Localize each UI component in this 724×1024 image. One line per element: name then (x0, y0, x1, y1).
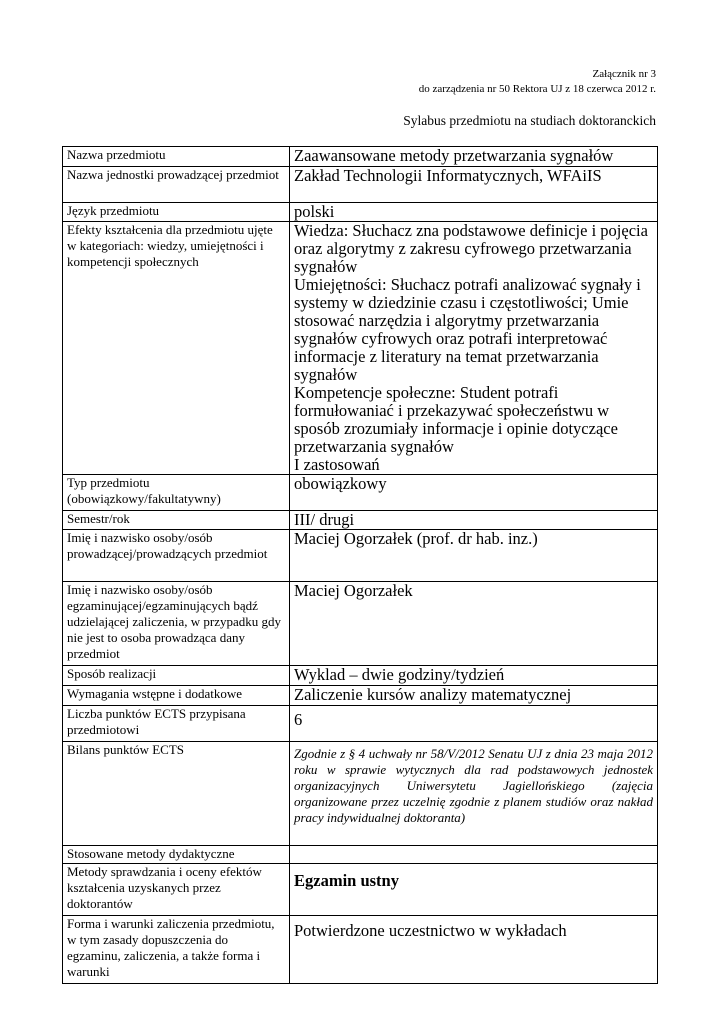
row-value: Maciej Ogorzałek (prof. dr hab. inz.) (290, 530, 658, 582)
attachment-number: Załącznik nr 3 (592, 68, 656, 80)
row-value: Zaliczenie kursów analizy matematycznej (290, 686, 658, 706)
row-value: III/ drugi (290, 511, 658, 530)
row-label: Semestr/rok (63, 511, 290, 530)
row-value: Zgodnie z § 4 uchwały nr 58/V/2012 Senatu UJ z dnia 23 maja 2012 roku w sprawie wytycznych dla rad podstawowych jednostek organizacyjnych Uniwersytetu Jagiellońskiego (zajęcia organizowane przez uczelnię zgodnie z planem studiów oraz nakład pracy indywidualnej doktoranta) (290, 742, 658, 846)
outcome-skills: Umiejętności: Słuchacz potrafi analizować sygnały i systemy w dziedzinie czasu i częstotliwości; Umie stosować narzędzia i algorytmy przetwarzania sygnałów cyfrowych oraz potrafi interpretować informacje z literatury na temat przetwarzania sygnałów (294, 275, 641, 384)
table-row (63, 147, 658, 167)
row-label: Sposób realizacji (63, 666, 290, 686)
outcome-competences: Kompetencje społeczne: Student potrafi formułowaniać i przekazywać społeczeństwu w sposób zrozumiały informacje i opinie dotyczące przetwarzania sygnałów (294, 383, 618, 456)
row-label: Bilans punktów ECTS (63, 742, 290, 846)
regulation-reference: do zarządzenia nr 50 Rektora UJ z 18 czerwca 2012 r. (418, 83, 656, 95)
table-row (63, 511, 658, 530)
row-label: Metody sprawdzania i oceny efektów kształcenia uzyskanych przez doktorantów (63, 864, 290, 916)
row-label: Forma i warunki zaliczenia przedmiotu, w tym zasady dopuszczenia do egzaminu, zaliczenia, a także forma i warunki (63, 916, 290, 984)
table-row (63, 530, 658, 582)
row-value: Egzamin ustny (290, 864, 658, 916)
row-label: Imię i nazwisko osoby/osób prowadzącej/prowadzących przedmiot (63, 530, 290, 582)
row-label: Typ przedmiotu (obowiązkowy/fakultatywny) (63, 475, 290, 511)
table-row (63, 203, 658, 222)
row-value: Zaawansowane metody przetwarzania sygnałów (290, 147, 658, 167)
row-value: Potwierdzone uczestnictwo w wykładach (290, 916, 658, 984)
table-row (63, 706, 658, 742)
learning-outcomes (290, 222, 658, 475)
outcome-applications: I zastosowań (294, 455, 380, 474)
row-label: Imię i nazwisko osoby/osób egzaminującej/egzaminujących bądź udzielającej zaliczenia, w przypadku gdy nie jest to osoba prowadząca dany przedmiot (63, 582, 290, 666)
table-row (63, 582, 658, 666)
row-value: polski (290, 203, 658, 222)
table-row (63, 686, 658, 706)
row-value (290, 846, 658, 864)
table-row (63, 666, 658, 686)
row-value: Wyklad – dwie godziny/tydzień (290, 666, 658, 686)
table-row (63, 742, 658, 846)
row-label: Nazwa przedmiotu (63, 147, 290, 167)
row-label: Liczba punktów ECTS przypisana przedmiotowi (63, 706, 290, 742)
table-row (63, 846, 658, 864)
row-label: Nazwa jednostki prowadzącej przedmiot (63, 167, 290, 203)
table-row (63, 864, 658, 916)
table-row (63, 222, 658, 475)
document-title: Sylabus przedmiotu na studiach doktoranckich (403, 113, 656, 128)
row-value: Maciej Ogorzałek (290, 582, 658, 666)
row-value: obowiązkowy (290, 475, 658, 511)
table-row (63, 167, 658, 203)
row-label: Język przedmiotu (63, 203, 290, 222)
row-label: Efekty kształcenia dla przedmiotu ujęte w kategoriach: wiedzy, umiejętności i kompetencji społecznych (63, 222, 290, 475)
row-value: 6 (290, 706, 658, 742)
outcome-knowledge: Wiedza: Słuchacz zna podstawowe definicje i pojęcia oraz algorytmy z zakresu cyfrowego przetwarzania sygnałów (294, 221, 648, 276)
row-value: Zakład Technologii Informatycznych, WFAiIS (290, 167, 658, 203)
table-row (63, 475, 658, 511)
row-label: Stosowane metody dydaktyczne (63, 846, 290, 864)
row-label: Wymagania wstępne i dodatkowe (63, 686, 290, 706)
syllabus-table (62, 146, 658, 984)
table-row (63, 916, 658, 984)
